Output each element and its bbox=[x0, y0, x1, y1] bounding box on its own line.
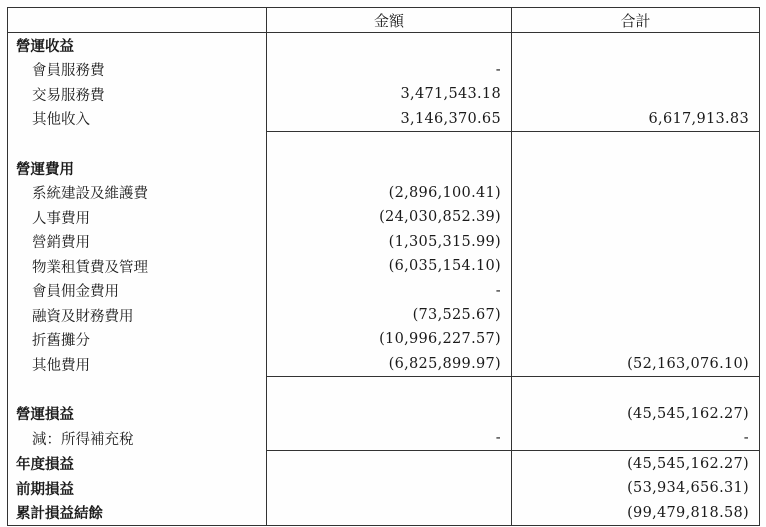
table-row bbox=[8, 33, 760, 58]
amount-cell: (24,030,852.39) bbox=[267, 205, 512, 229]
item-label: 會員佣金費用 bbox=[8, 278, 267, 302]
total-cell bbox=[512, 254, 760, 278]
table-row bbox=[8, 476, 760, 500]
table-header-row bbox=[8, 8, 760, 33]
section-label: 營運損益 bbox=[8, 402, 267, 426]
amount-cell bbox=[267, 451, 512, 476]
item-label: 營銷費用 bbox=[8, 230, 267, 254]
section-label: 前期損益 bbox=[8, 476, 267, 500]
total-cell: - bbox=[512, 426, 760, 451]
total-cell bbox=[512, 82, 760, 106]
total-cell bbox=[512, 33, 760, 58]
table-row bbox=[8, 230, 760, 254]
total-cell: 6,617,913.83 bbox=[512, 106, 760, 131]
amount-cell: (1,305,315.99) bbox=[267, 230, 512, 254]
item-label: 減：所得補充稅 bbox=[8, 426, 267, 451]
amount-cell: - bbox=[267, 278, 512, 302]
table-row bbox=[8, 278, 760, 302]
table-row bbox=[8, 57, 760, 81]
total-cell bbox=[512, 131, 760, 156]
amount-cell: (6,825,899.97) bbox=[267, 352, 512, 377]
total-cell bbox=[512, 303, 760, 327]
total-cell: (99,479,818.58) bbox=[512, 500, 760, 525]
amount-cell: (6,035,154.10) bbox=[267, 254, 512, 278]
amount-cell bbox=[267, 500, 512, 525]
table-row bbox=[8, 82, 760, 106]
item-label: 物業租賃費及管理 bbox=[8, 254, 267, 278]
amount-cell: 3,146,370.65 bbox=[267, 106, 512, 131]
table-row bbox=[8, 451, 760, 476]
amount-cell: (73,525.67) bbox=[267, 303, 512, 327]
table-row bbox=[8, 402, 760, 426]
table-row bbox=[8, 426, 760, 451]
item-label: 其他費用 bbox=[8, 352, 267, 377]
section-label: 年度損益 bbox=[8, 451, 267, 476]
total-cell bbox=[512, 205, 760, 229]
total-cell bbox=[512, 377, 760, 402]
amount-cell: - bbox=[267, 57, 512, 81]
amount-cell: (2,896,100.41) bbox=[267, 181, 512, 205]
section-label: 營運費用 bbox=[8, 156, 267, 180]
total-cell bbox=[512, 156, 760, 180]
total-cell: (45,545,162.27) bbox=[512, 451, 760, 476]
total-cell bbox=[512, 278, 760, 302]
item-label: 其他收入 bbox=[8, 106, 267, 131]
income-statement-table bbox=[7, 7, 760, 526]
table-row bbox=[8, 303, 760, 327]
amount-column-header: 金額 bbox=[267, 8, 512, 33]
total-cell bbox=[512, 57, 760, 81]
table-row bbox=[8, 181, 760, 205]
table-row bbox=[8, 254, 760, 278]
amount-cell bbox=[267, 476, 512, 500]
item-label bbox=[8, 377, 267, 402]
item-label: 人事費用 bbox=[8, 205, 267, 229]
item-label: 交易服務費 bbox=[8, 82, 267, 106]
item-label: 系統建設及維護費 bbox=[8, 181, 267, 205]
table-row bbox=[8, 106, 760, 131]
amount-cell: - bbox=[267, 426, 512, 451]
amount-cell bbox=[267, 131, 512, 156]
section-label: 累計損益結餘 bbox=[8, 500, 267, 525]
amount-cell bbox=[267, 156, 512, 180]
total-cell bbox=[512, 230, 760, 254]
table-row bbox=[8, 156, 760, 180]
section-label: 營運收益 bbox=[8, 33, 267, 58]
item-label: 折舊攤分 bbox=[8, 327, 267, 351]
total-cell bbox=[512, 181, 760, 205]
amount-cell bbox=[267, 377, 512, 402]
total-cell: (53,934,656.31) bbox=[512, 476, 760, 500]
table-row bbox=[8, 205, 760, 229]
table-row bbox=[8, 327, 760, 351]
amount-cell bbox=[267, 33, 512, 58]
amount-cell bbox=[267, 402, 512, 426]
table-row bbox=[8, 352, 760, 377]
item-label bbox=[8, 131, 267, 156]
total-cell: (52,163,076.10) bbox=[512, 352, 760, 377]
amount-cell: 3,471,543.18 bbox=[267, 82, 512, 106]
spacer-row bbox=[8, 377, 760, 402]
amount-cell: (10,996,227.57) bbox=[267, 327, 512, 351]
spacer-row bbox=[8, 131, 760, 156]
table-row bbox=[8, 500, 760, 525]
label-column-header bbox=[8, 8, 267, 33]
total-cell: (45,545,162.27) bbox=[512, 402, 760, 426]
total-column-header: 合計 bbox=[512, 8, 760, 33]
total-cell bbox=[512, 327, 760, 351]
item-label: 融資及財務費用 bbox=[8, 303, 267, 327]
item-label: 會員服務費 bbox=[8, 57, 267, 81]
statement-rows bbox=[8, 33, 760, 526]
